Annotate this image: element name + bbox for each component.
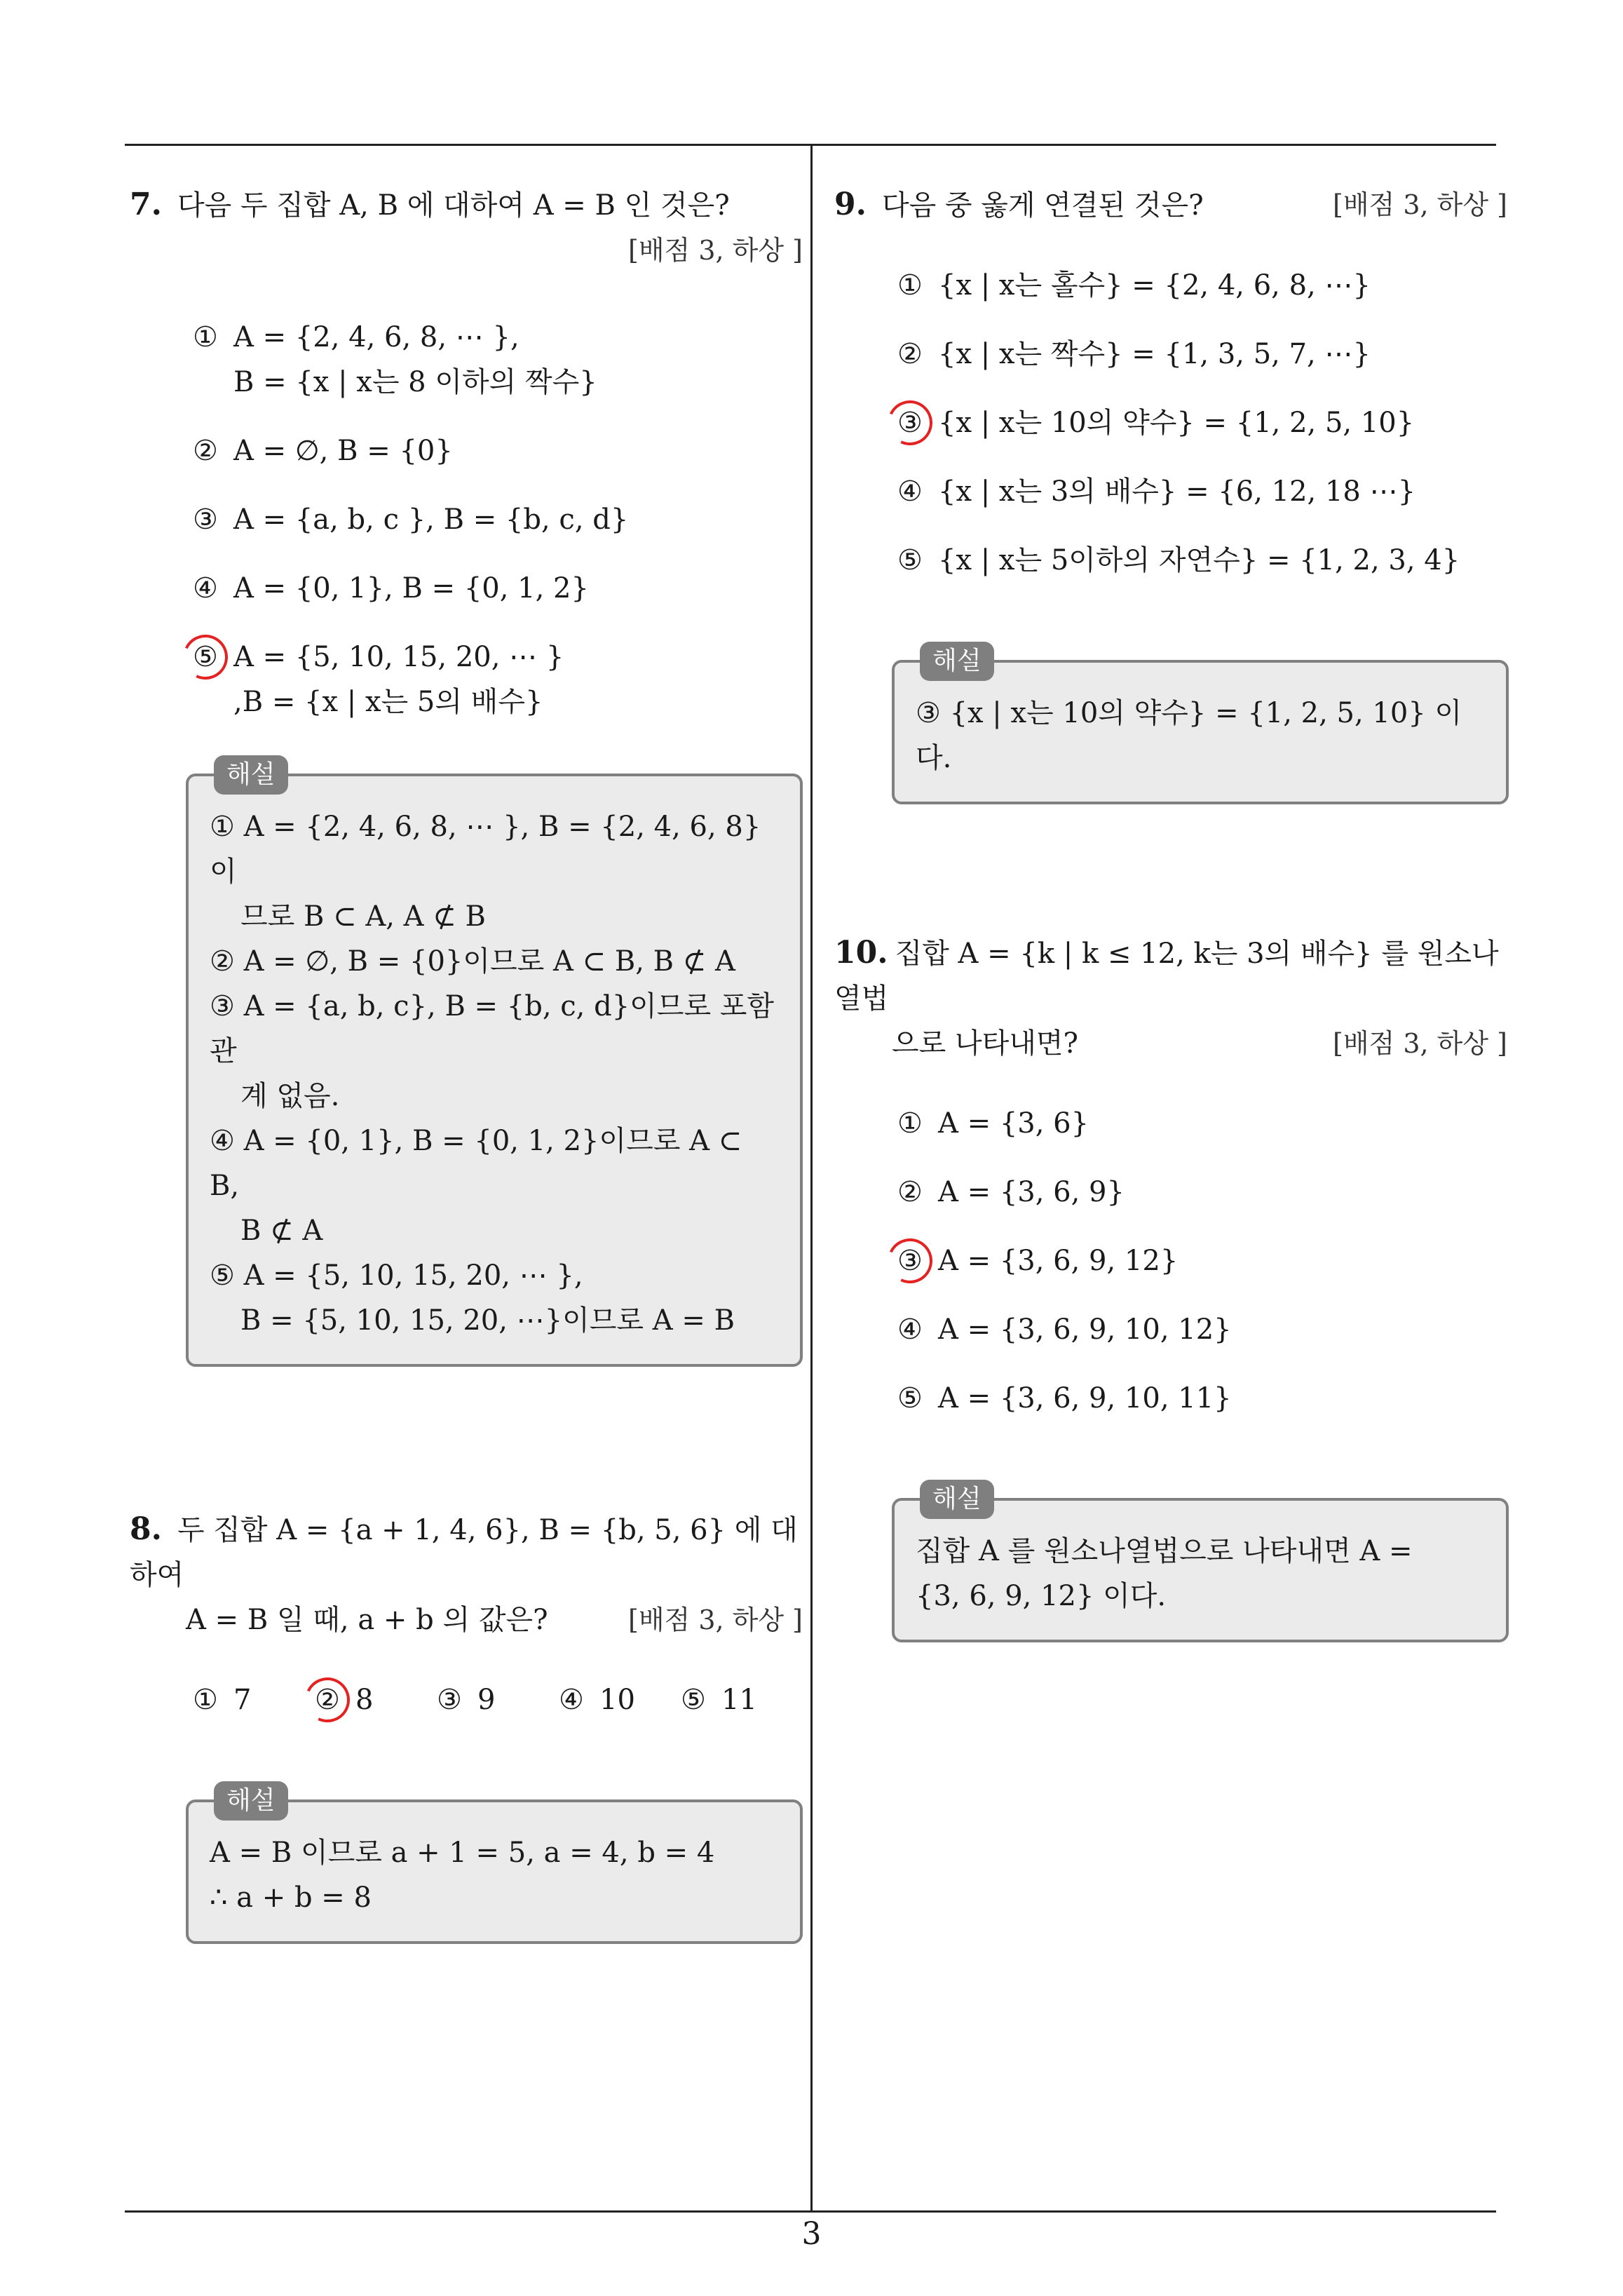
choice-3[interactable]	[193, 497, 803, 542]
question-text: A = B 일 때, a + b 의 값은?	[186, 1604, 548, 1636]
choice-text: {x | x는 5이하의 자연수} = {1, 2, 3, 4}	[938, 544, 1460, 576]
question-number: 8.	[130, 1511, 162, 1547]
solution-line: A = B 이므로 a + 1 = 5, a = 4, b = 4	[210, 1837, 715, 1869]
solution-line: ③ A = {a, b, c}, B = {b, c, d}이므로 포함 관	[210, 990, 775, 1067]
choice-text: 11	[721, 1684, 757, 1716]
choice-mark: ④	[897, 1314, 923, 1346]
choice-text: A = {3, 6, 9, 10, 12}	[938, 1314, 1232, 1346]
choice-list	[130, 1677, 803, 1722]
column-divider	[810, 144, 813, 2213]
question-text: 다음 중 옳게 연결된 것은?	[881, 189, 1204, 222]
solution-line: B = {5, 10, 15, 20, ⋯}이므로 A = B	[240, 1304, 735, 1337]
page-number: 3	[801, 2216, 822, 2252]
choice-mark: ②	[897, 1176, 923, 1208]
choice-mark: ③	[897, 407, 923, 439]
choice-3[interactable]	[897, 1238, 1507, 1283]
choice-4[interactable]	[559, 1677, 681, 1722]
choice-2[interactable]	[897, 1170, 1507, 1215]
choice-4[interactable]	[193, 566, 803, 611]
choice-text: A = {5, 10, 15, 20, ⋯ }	[233, 641, 564, 673]
choice-text: {x | x는 홀수} = {2, 4, 6, 8, ⋯}	[938, 269, 1371, 302]
question-number: 9.	[834, 187, 867, 222]
choice-2[interactable]	[193, 428, 803, 473]
choice-text: 9	[477, 1684, 496, 1716]
solution-line: ④ A = {0, 1}, B = {0, 1, 2}이므로 A ⊂ B,	[210, 1125, 742, 1202]
choice-mark: ③	[897, 1245, 923, 1277]
solution-line: ① A = {2, 4, 6, 8, ⋯ }, B = {2, 4, 6, 8}이	[210, 811, 761, 888]
choice-text: A = {3, 6}	[938, 1107, 1089, 1140]
question-8-header-line2	[130, 1598, 803, 1642]
choice-text: A = {2, 4, 6, 8, ⋯ },	[233, 321, 520, 353]
question-7	[130, 182, 803, 1367]
choice-text: A = {0, 1}, B = {0, 1, 2}	[233, 572, 589, 605]
choice-5[interactable]	[681, 1677, 803, 1722]
question-10-header-line2	[834, 1021, 1507, 1066]
question-number: 10.	[834, 935, 888, 971]
solution-line: 계 없음.	[240, 1080, 340, 1112]
score-label: [배점 3, 하상 ]	[628, 1605, 803, 1635]
solution-tag: 해설	[920, 1480, 994, 1519]
choice-4[interactable]	[897, 469, 1507, 514]
choice-mark: ②	[897, 338, 923, 370]
choice-mark: ③	[193, 504, 218, 536]
choice-text: {x | x는 짝수} = {1, 3, 5, 7, ⋯}	[938, 338, 1371, 370]
choice-text: {x | x는 10의 약수} = {1, 2, 5, 10}	[938, 407, 1415, 439]
solution-box	[892, 1485, 1509, 1642]
solution-line: {3, 6, 9, 12} 이다.	[916, 1580, 1167, 1612]
question-text: 두 집합 A = {a + 1, 4, 6}, B = {b, 5, 6} 에 대하여	[130, 1514, 798, 1591]
question-7-header	[130, 182, 803, 273]
choice-5[interactable]	[193, 635, 803, 724]
solution-line: ∴ a + b = 8	[210, 1882, 372, 1914]
solution-box	[892, 647, 1509, 804]
choice-mark: ④	[559, 1684, 584, 1716]
left-column	[130, 182, 803, 1944]
solution-line: 므로 B ⊂ A, A ⊄ B	[240, 900, 486, 933]
solution-tag: 해설	[214, 1781, 288, 1821]
solution-line: ② A = ∅, B = {0}이므로 A ⊂ B, B ⊄ A	[210, 945, 735, 978]
choice-text: 10	[599, 1684, 635, 1716]
choice-text-cont: B = {x | x는 8 이하의 짝수}	[233, 366, 597, 398]
question-text: 으로 나타내면?	[892, 1027, 1078, 1060]
solution-tag: 해설	[214, 755, 288, 795]
choice-mark: ⑤	[897, 1382, 923, 1414]
choice-mark: ①	[193, 321, 218, 353]
choice-2[interactable]	[897, 332, 1507, 377]
choice-1[interactable]	[193, 315, 803, 405]
choice-mark: ②	[315, 1684, 340, 1716]
choice-mark: ①	[193, 1684, 218, 1716]
choice-2[interactable]	[315, 1677, 437, 1722]
solution-line: ③ {x | x는 10의 약수} = {1, 2, 5, 10} 이다.	[916, 697, 1462, 774]
question-number: 7.	[130, 187, 162, 222]
choice-text: A = {3, 6, 9}	[938, 1176, 1125, 1208]
choice-mark: ①	[897, 269, 923, 302]
choice-mark: ②	[193, 435, 218, 467]
choice-text: A = {3, 6, 9, 12}	[938, 1245, 1179, 1277]
question-8	[130, 1507, 803, 1944]
choice-3[interactable]	[897, 400, 1507, 445]
choice-4[interactable]	[897, 1307, 1507, 1352]
choice-mark: ④	[193, 572, 218, 605]
choice-mark: ⑤	[897, 544, 923, 576]
choice-5[interactable]	[897, 538, 1507, 583]
choice-text: {x | x는 3의 배수} = {6, 12, 18 ⋯}	[938, 475, 1416, 508]
choice-list	[130, 315, 803, 724]
choice-text: A = {a, b, c }, B = {b, c, d}	[233, 504, 629, 536]
choice-list	[834, 263, 1507, 583]
question-10	[834, 931, 1507, 1642]
score-label: [배점 3, 하상 ]	[1333, 1028, 1507, 1059]
choice-text: 8	[355, 1684, 374, 1716]
choice-1[interactable]	[897, 1101, 1507, 1146]
solution-box	[186, 760, 803, 1367]
choice-1[interactable]	[897, 263, 1507, 308]
choice-text-cont: ,B = {x | x는 5의 배수}	[233, 686, 543, 718]
solution-line: ⑤ A = {5, 10, 15, 20, ⋯ },	[210, 1260, 583, 1292]
choice-mark: ③	[437, 1684, 462, 1716]
choice-text: 7	[233, 1684, 252, 1716]
solution-box	[186, 1786, 803, 1944]
solution-line: B ⊄ A	[240, 1215, 323, 1247]
score-label: [배점 3, 하상 ]	[1333, 189, 1507, 220]
choice-3[interactable]	[437, 1677, 559, 1722]
question-8-header	[130, 1507, 803, 1598]
choice-5[interactable]	[897, 1376, 1507, 1421]
choice-mark: ①	[897, 1107, 923, 1140]
question-10-header	[834, 931, 1507, 1021]
choice-1[interactable]	[193, 1677, 315, 1722]
choice-list	[834, 1101, 1507, 1421]
solution-tag: 해설	[920, 642, 994, 681]
choice-mark: ④	[897, 475, 923, 508]
question-9	[834, 182, 1507, 804]
choice-mark: ⑤	[681, 1684, 706, 1716]
question-text: 다음 두 집합 A, B 에 대하여 A = B 인 것은?	[177, 189, 730, 222]
solution-line: 집합 A 를 원소나열법으로 나타내면 A =	[916, 1535, 1413, 1567]
choice-text: A = {3, 6, 9, 10, 11}	[938, 1382, 1232, 1414]
choice-mark: ⑤	[193, 641, 218, 673]
score-label: [배점 3, 하상 ]	[628, 235, 803, 266]
right-column	[834, 182, 1507, 1642]
choice-text: A = ∅, B = {0}	[233, 435, 453, 467]
question-text: 집합 A = {k | k ≤ 12, k는 3의 배수} 를 원소나열법	[834, 938, 1499, 1015]
question-9-header	[834, 182, 1507, 228]
